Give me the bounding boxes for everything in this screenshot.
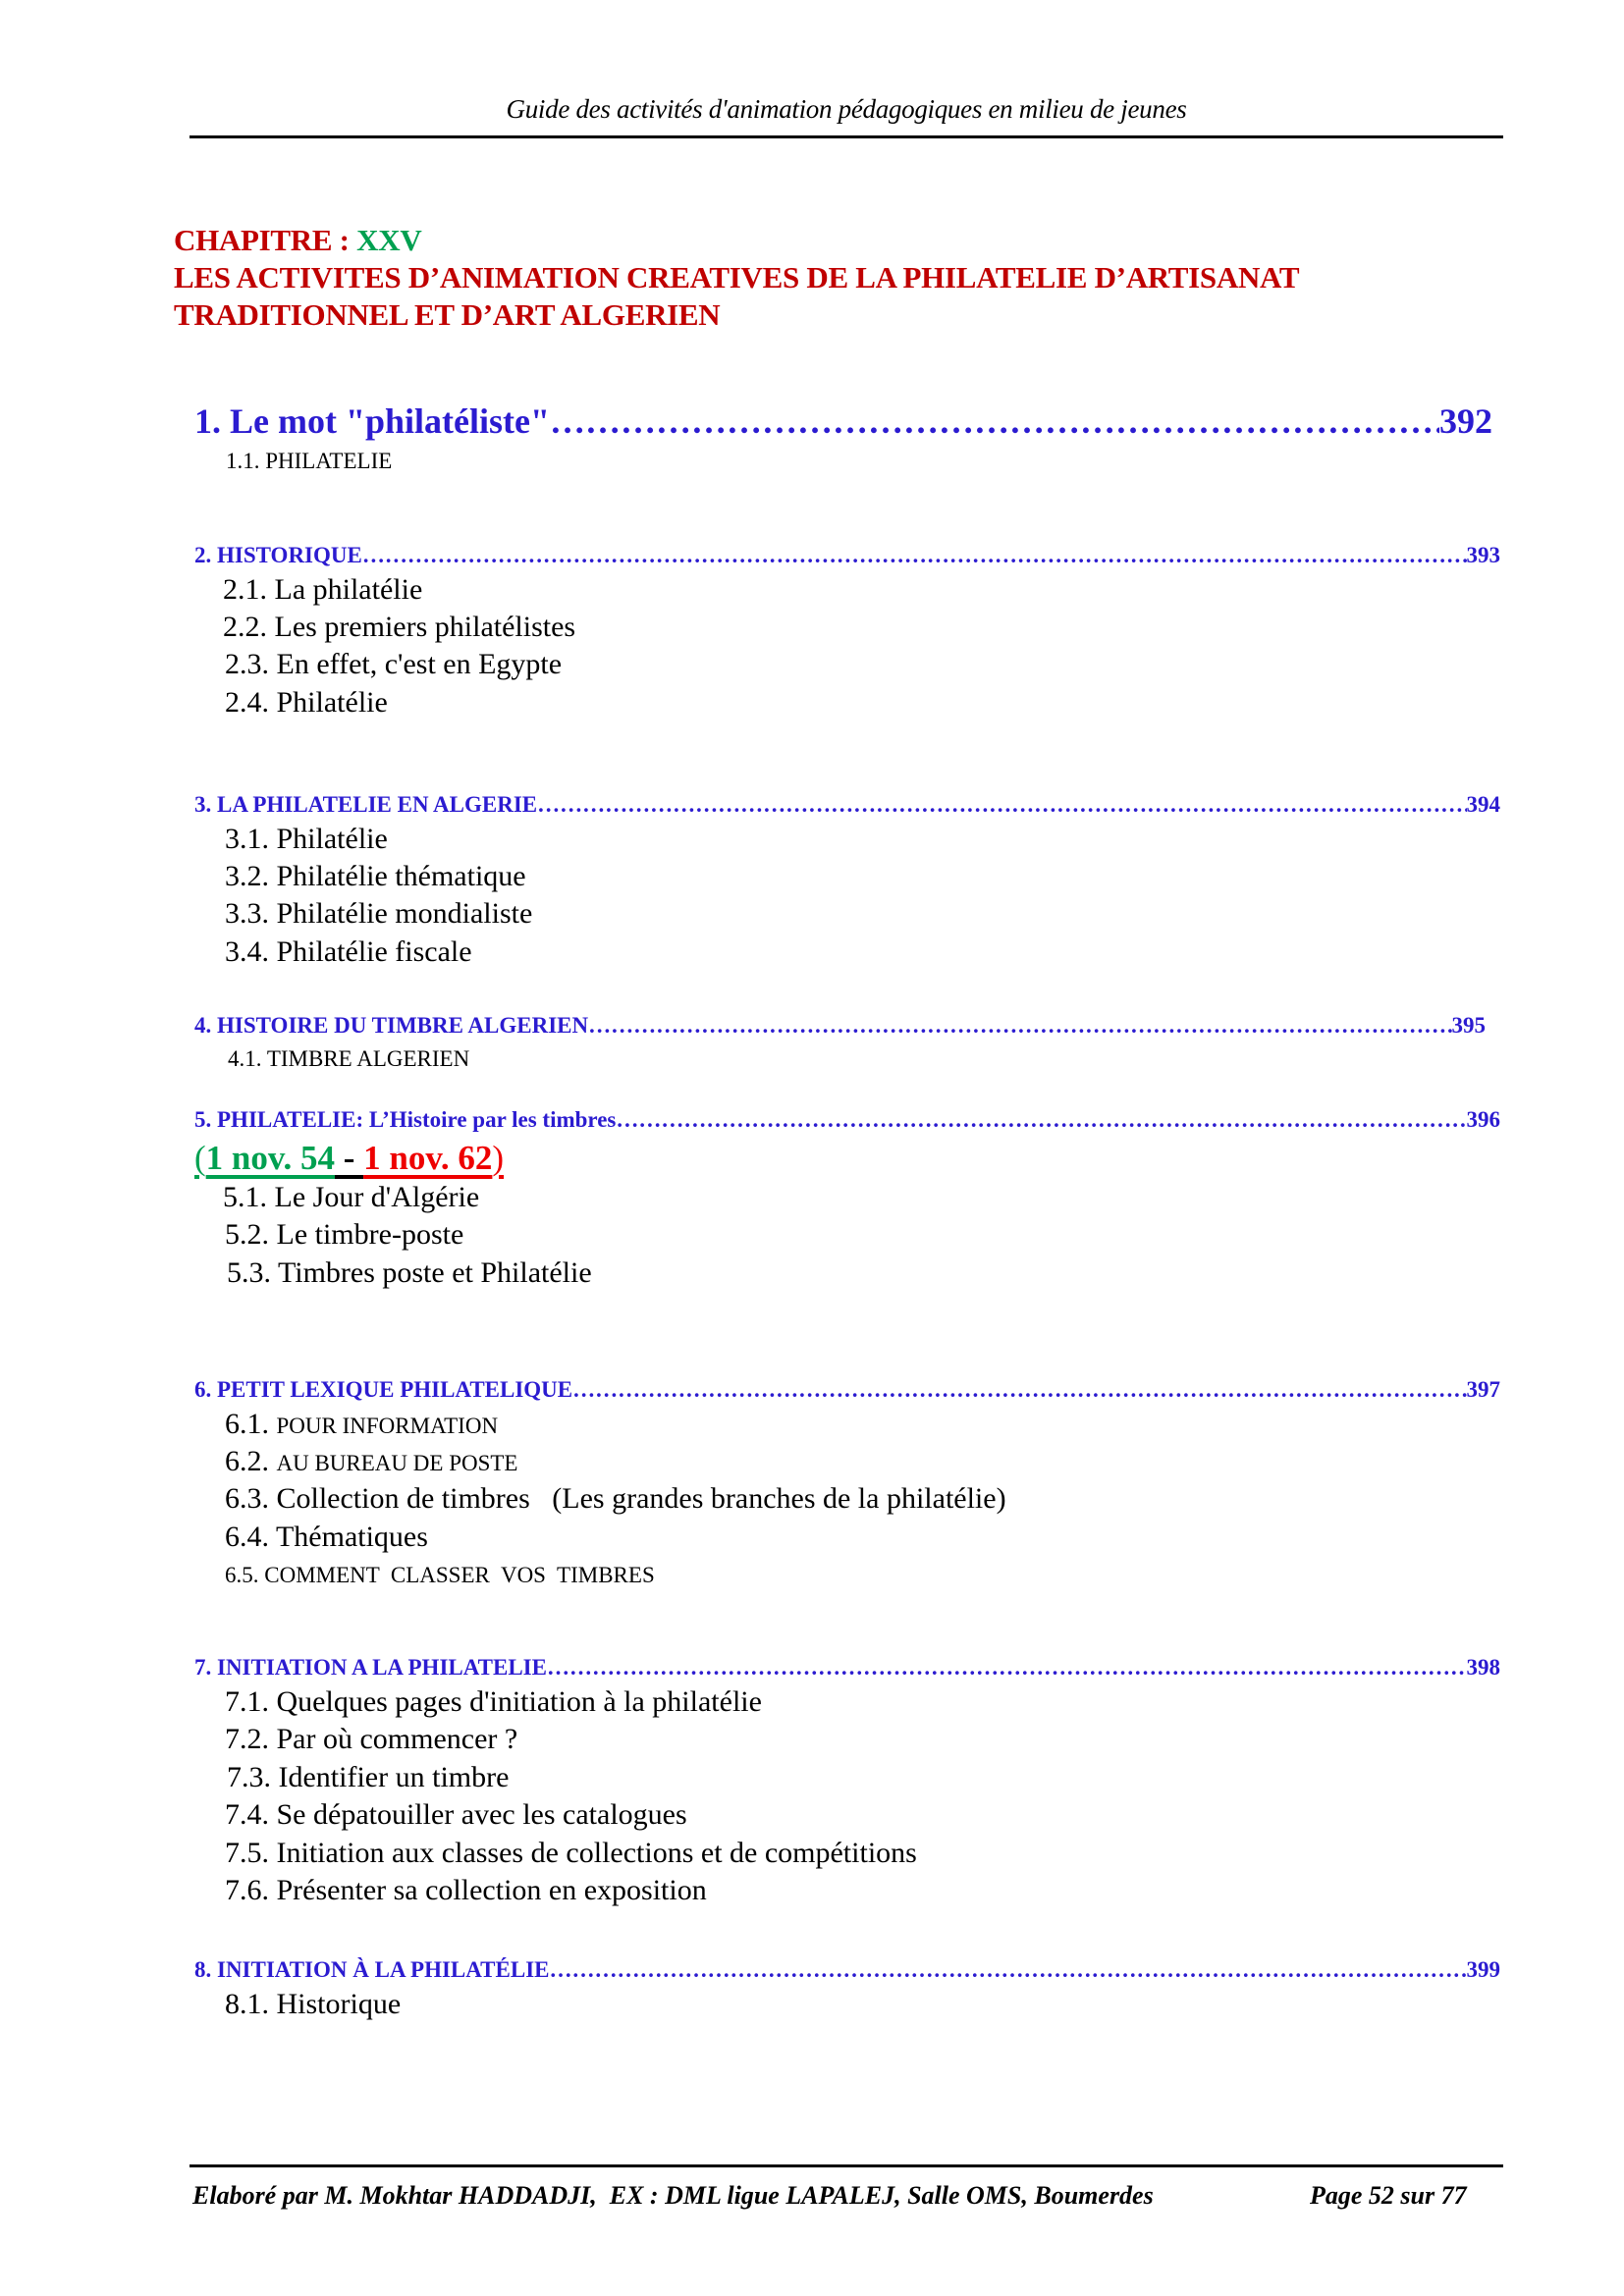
date-open-paren: ( [194,1139,206,1177]
toc-entry-1[interactable] [194,400,1492,442]
toc-subitem[interactable]: 2.3. En effet, c'est en Egypte [225,648,563,680]
date-close-paren: ) [492,1139,505,1177]
toc-entry-6[interactable] [194,1377,1500,1403]
toc-leader-dots [362,543,1467,568]
toc-subitem[interactable]: 2.4. Philatélie [225,686,388,719]
toc-entry-title[interactable]: 1. Le mot "philatéliste" [194,401,550,441]
toc-subitem-text: Collection de timbres (Les grandes branches de la philatélie) [276,1482,1006,1515]
toc-entry-title[interactable]: 7. INITIATION A LA PHILATELIE [194,1655,547,1680]
toc-subitem[interactable] [225,1563,655,1588]
date-range [194,1139,504,1178]
footer-page-number: Page 52 sur 77 [1310,2181,1467,2210]
toc-subitem-number: 6.3. [225,1482,277,1515]
footer-rule [189,2164,1503,2167]
toc-leader-dots [550,1957,1467,1983]
toc-subitem[interactable]: 5.3. Timbres poste et Philatélie [227,1256,592,1289]
toc-leader-dots [616,1107,1466,1133]
toc-entry-page[interactable]: 398 [1466,1655,1500,1680]
toc-subitem-text: COMMENT CLASSER VOS TIMBRES [264,1563,655,1587]
toc-subitem[interactable]: 7.2. Par où commencer ? [225,1723,518,1755]
toc-subitem[interactable] [225,1445,517,1478]
toc-subitem[interactable]: 2.1. La philatélie [223,573,423,606]
toc-subitem[interactable] [225,1408,498,1441]
chapter-label [174,222,421,259]
toc-subitem-number: 6.4. [225,1521,276,1553]
toc-entry-page[interactable]: 392 [1439,401,1492,441]
toc-subitem[interactable]: 7.4. Se dépatouiller avec les catalogues [225,1798,687,1831]
toc-entry-title[interactable]: 8. INITIATION À LA PHILATÉLIE [194,1957,550,1982]
toc-entry-page[interactable]: 394 [1466,792,1500,817]
toc-entry-page[interactable]: 393 [1466,543,1500,567]
toc-subitem[interactable]: 4.1. TIMBRE ALGERIEN [228,1046,470,1071]
toc-subitem[interactable]: 7.1. Quelques pages d'initiation à la philatélie [225,1685,762,1718]
toc-entry-7[interactable] [194,1655,1500,1681]
chapter-title-line1: LES ACTIVITES D’ANIMATION CREATIVES DE LA PHILATELIE D’ARTISANAT [174,260,1300,294]
running-header-title: Guide des activités d'animation pédagogiques en milieu de jeunes [506,94,1187,124]
toc-subitem[interactable]: 3.2. Philatélie thématique [225,860,526,892]
toc-leader-dots [550,400,1439,442]
date-start: 1 nov. 54 [205,1139,335,1177]
toc-subitem[interactable]: 3.4. Philatélie fiscale [225,935,472,968]
toc-entry-3[interactable] [194,792,1500,818]
chapter-number: XXV [356,223,422,257]
chapter-label-text: CHAPITRE : [174,223,357,257]
toc-subitem[interactable]: 1.1. PHILATELIE [226,449,393,473]
toc-entry-5[interactable] [194,1107,1500,1133]
date-end: 1 nov. 62 [363,1139,493,1177]
toc-entry-title[interactable]: 6. PETIT LEXIQUE PHILATELIQUE [194,1377,573,1402]
toc-entry-8[interactable] [194,1957,1500,1983]
toc-subitem[interactable] [225,1482,1006,1516]
toc-subitem-number: 6.1. [225,1408,277,1440]
toc-subitem[interactable]: 7.6. Présenter sa collection en exposition [225,1874,707,1906]
toc-subitem-text: POUR INFORMATION [276,1414,499,1438]
toc-subitem-number: 6.5. [225,1563,265,1587]
chapter-title-line2: TRADITIONNEL ET D’ART ALGERIEN [174,297,721,332]
toc-subitem[interactable]: 7.3. Identifier un timbre [227,1761,510,1793]
toc-entry-2[interactable] [194,543,1500,568]
toc-subitem[interactable]: 3.3. Philatélie mondialiste [225,897,533,930]
toc-entry-page[interactable]: 399 [1466,1957,1500,1982]
toc-subitem[interactable]: 5.2. Le timbre-poste [225,1218,464,1251]
toc-entry-title[interactable]: 5. PHILATELIE: L’Histoire par les timbres [194,1107,617,1132]
toc-subitem[interactable]: 7.5. Initiation aux classes de collections et de compétitions [225,1837,917,1869]
toc-subitem-number: 6.2. [225,1445,277,1477]
toc-subitem-text: AU BUREAU DE POSTE [276,1451,518,1475]
toc-leader-dots [537,792,1466,818]
toc-subitem[interactable]: 8.1. Historique [225,1988,402,2020]
toc-leader-dots [547,1655,1467,1681]
toc-subitem[interactable]: 3.1. Philatélie [225,823,388,855]
toc-entry-page[interactable]: 396 [1466,1107,1500,1132]
footer-author: Elaboré par M. Mokhtar HADDADJI, EX : DML ligue LAPALEJ, Salle OMS, Boumerdes [192,2181,1154,2210]
toc-entry-4[interactable] [194,1013,1486,1039]
toc-entry-page[interactable]: 397 [1466,1377,1500,1402]
toc-subitem[interactable]: 2.2. Les premiers philatélistes [223,611,576,643]
toc-entry-title[interactable]: 2. HISTORIQUE [194,543,362,567]
toc-subitem[interactable] [225,1521,428,1554]
toc-entry-title[interactable]: 4. HISTOIRE DU TIMBRE ALGERIEN [194,1013,589,1038]
toc-leader-dots [572,1377,1466,1403]
toc-subitem[interactable]: 5.1. Le Jour d'Algérie [223,1181,480,1213]
header-rule [189,135,1503,138]
toc-entry-title[interactable]: 3. LA PHILATELIE EN ALGERIE [194,792,538,817]
toc-leader-dots [588,1013,1451,1039]
toc-subitem-text: Thématiques [275,1521,428,1553]
date-separator: - [334,1139,364,1177]
toc-entry-page[interactable]: 395 [1451,1013,1486,1038]
